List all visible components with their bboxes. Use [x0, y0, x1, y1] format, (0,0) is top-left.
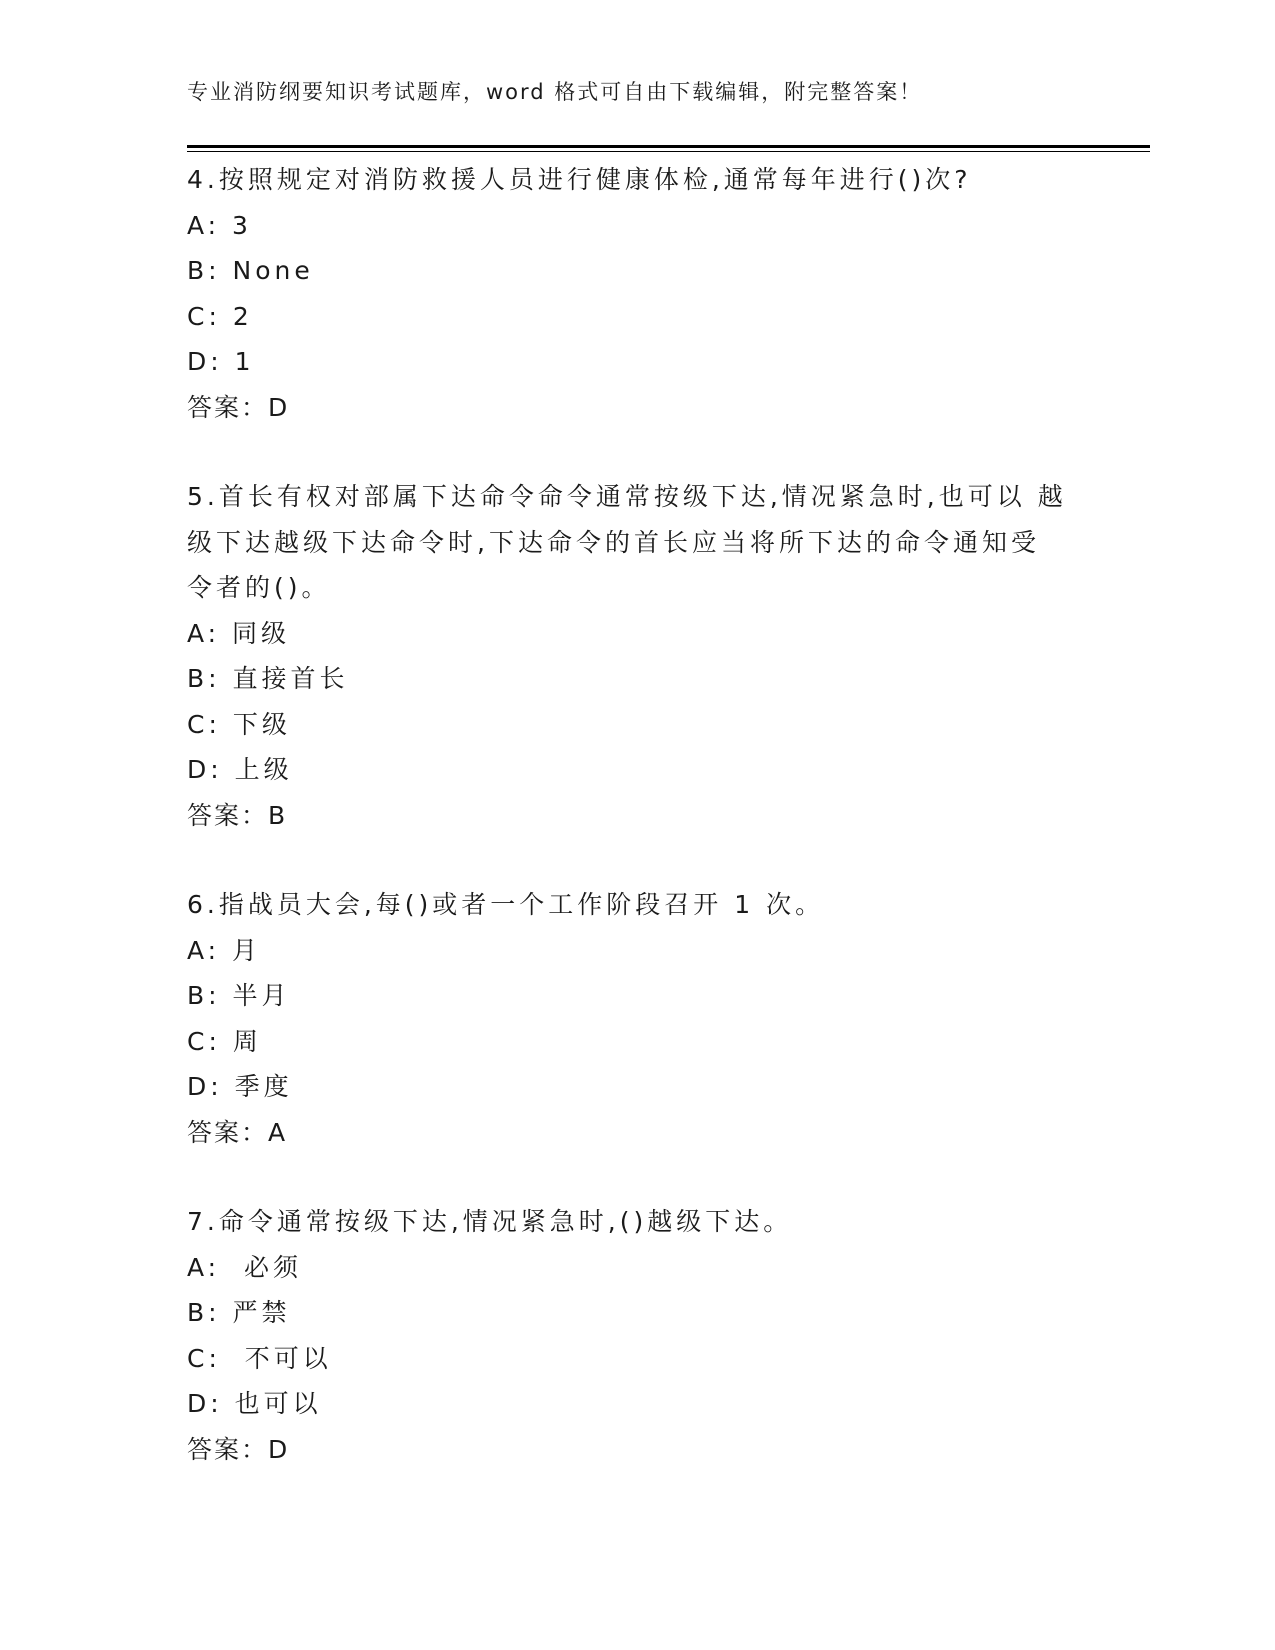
answer-line: 答案：D — [187, 392, 290, 422]
question-stem: 7.命令通常按级下达,情况紧急时,()越级下达。 — [187, 1207, 793, 1236]
question-item — [187, 1199, 1087, 1472]
option-c: C: 2 — [187, 301, 253, 331]
answer-line: 答案：B — [187, 800, 288, 830]
answer-line: 答案：D — [187, 1434, 290, 1464]
question-item — [187, 157, 1087, 430]
option-b: B: 严禁 — [187, 1298, 291, 1327]
document-header: 专业消防纲要知识考试题库，word 格式可自由下载编辑，附完整答案！ — [187, 80, 923, 104]
question-list — [187, 157, 1087, 1472]
option-d: D: 也可以 — [187, 1389, 322, 1418]
option-c: C: 周 — [187, 1026, 262, 1056]
option-a: A: 月 — [187, 935, 262, 965]
option-d: D: 季度 — [187, 1072, 293, 1101]
option-c: C: 不可以 — [187, 1343, 332, 1373]
option-a: A: 必须 — [187, 1252, 302, 1282]
question-stem: 6.指战员大会,每()或者一个工作阶段召开 1 次。 — [187, 890, 825, 919]
option-a: A: 3 — [187, 210, 252, 240]
question-item — [187, 882, 1087, 1155]
question-item — [187, 474, 1087, 838]
option-c: C: 下级 — [187, 709, 291, 739]
answer-line: 答案：A — [187, 1117, 288, 1147]
option-b: B: 半月 — [187, 981, 291, 1010]
option-b: B: 直接首长 — [187, 664, 349, 693]
option-b: B: None — [187, 256, 314, 285]
option-a: A: 同级 — [187, 618, 291, 648]
header-rule-thick — [187, 145, 1150, 148]
question-stem: 5.首长有权对部属下达命令命令通常按级下达,情况紧急时,也可以 越级下达越级下达命令时,下达命令的首长应当将所下达的命令通知受令者的()。 — [187, 482, 1067, 602]
question-stem: 4.按照规定对消防救援人员进行健康体检,通常每年进行()次? — [187, 165, 972, 194]
header-rule-thin — [187, 151, 1150, 152]
option-d: D: 1 — [187, 347, 255, 376]
option-d: D: 上级 — [187, 755, 293, 784]
